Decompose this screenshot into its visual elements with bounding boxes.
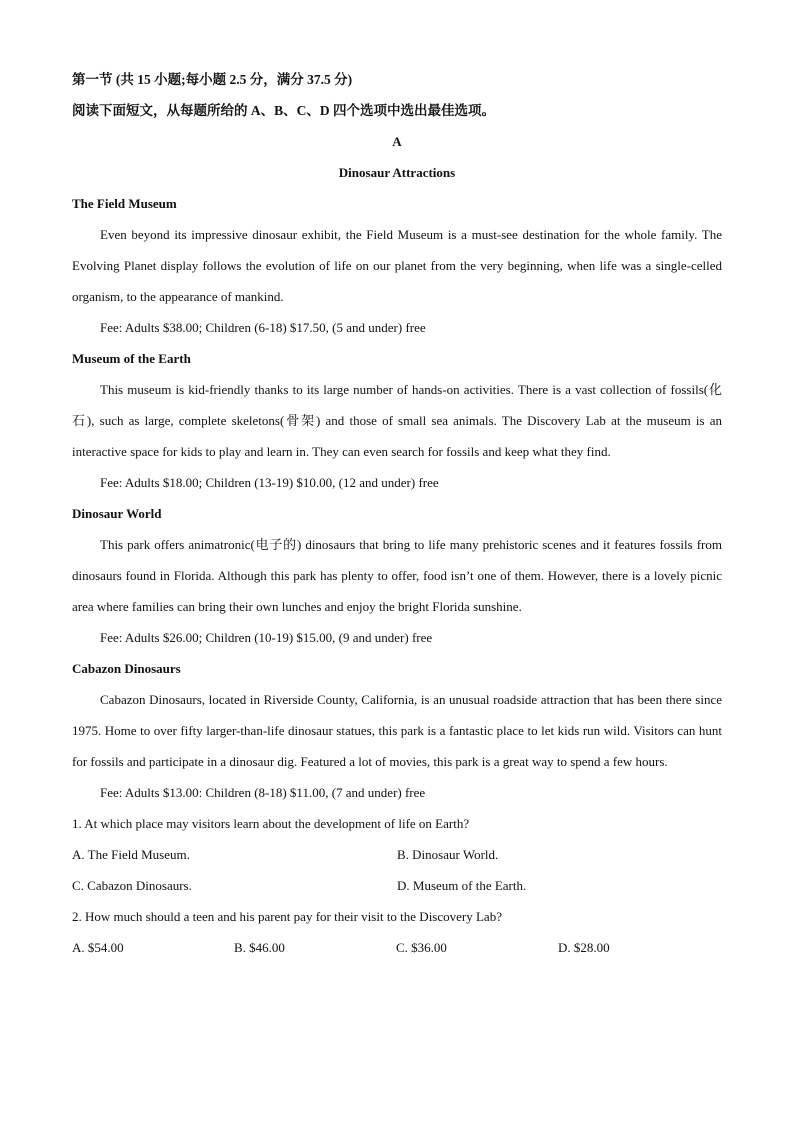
place-cabazon-dinosaurs xyxy=(72,653,722,808)
place-fee: Fee: Adults $38.00; Children (6-18) $17.50, (5 and under) free xyxy=(100,320,426,335)
option-a: A. The Field Museum. xyxy=(72,847,190,862)
option-a: A. $54.00 xyxy=(72,940,124,955)
place-name: Museum of the Earth xyxy=(72,351,191,366)
place-description: This museum is kid-friendly thanks to its large number of hands-on activities. There is a vast collection of fossils(化石), such as large, complete skeletons(骨架) and those of small sea animals. The Discovery Lab at the museum is an interactive space for kids to play and learn in. They can even search for fossils and keep what they find. xyxy=(72,382,722,459)
options-row xyxy=(72,870,722,901)
place-dinosaur-world xyxy=(72,498,722,653)
passage-title: Dinosaur Attractions xyxy=(338,165,456,180)
options-row xyxy=(72,932,722,963)
section-header: 第一节 (共 15 小题;每小题 2.5 分，满分 37.5 分) xyxy=(72,72,353,87)
question-1 xyxy=(72,808,722,901)
place-fee: Fee: Adults $18.00; Children (13-19) $10.00, (12 and under) free xyxy=(100,475,439,490)
option-c: C. $36.00 xyxy=(396,940,447,955)
place-field-museum xyxy=(72,188,722,343)
option-d: D. Museum of the Earth. xyxy=(397,878,527,893)
place-museum-of-the-earth xyxy=(72,343,722,498)
option-c: C. Cabazon Dinosaurs. xyxy=(72,878,192,893)
place-fee: Fee: Adults $13.00: Children (8-18) $11.00, (7 and under) free xyxy=(100,785,426,800)
place-name: Cabazon Dinosaurs xyxy=(72,661,181,676)
exam-page xyxy=(72,64,722,963)
section-instruction: 阅读下面短文，从每题所给的 A、B、C、D 四个选项中选出最佳选项。 xyxy=(72,103,496,118)
question-stem: 1. At which place may visitors learn about the development of life on Earth? xyxy=(72,816,470,831)
question-2 xyxy=(72,901,722,963)
option-b: B. Dinosaur World. xyxy=(397,847,499,862)
option-d: D. $28.00 xyxy=(558,940,610,955)
place-description: This park offers animatronic(电子的) dinosaurs that bring to life many prehistoric scenes and it features fossils from dinosaurs found in Florida. Although this park has plenty to offer, food isn’t one of them. However, there is a lovely picnic area where families can bring their own lunches and enjoy the bright Florida sunshine. xyxy=(72,537,722,614)
question-stem: 2. How much should a teen and his parent pay for their visit to the Discovery Lab? xyxy=(72,909,502,924)
place-description: Cabazon Dinosaurs, located in Riverside County, California, is an unusual roadside attraction that has been there since 1975. Home to over fifty larger-than-life dinosaur statues, this park is a fantastic place to let kids run wild. Visitors can hunt for fossils and participate in a dinosaur dig. Featured a lot of movies, this park is a great way to spend a few hours. xyxy=(72,692,722,769)
passage-label: A xyxy=(392,134,402,149)
place-description: Even beyond its impressive dinosaur exhibit, the Field Museum is a must-see destination for the whole family. The Evolving Planet display follows the evolution of life on our planet from the very beginning, when life was a single-celled organism, to the appearance of mankind. xyxy=(72,227,722,304)
place-name: The Field Museum xyxy=(72,196,177,211)
option-b: B. $46.00 xyxy=(234,940,285,955)
options-row xyxy=(72,839,722,870)
place-name: Dinosaur World xyxy=(72,506,162,521)
place-fee: Fee: Adults $26.00; Children (10-19) $15.00, (9 and under) free xyxy=(100,630,433,645)
